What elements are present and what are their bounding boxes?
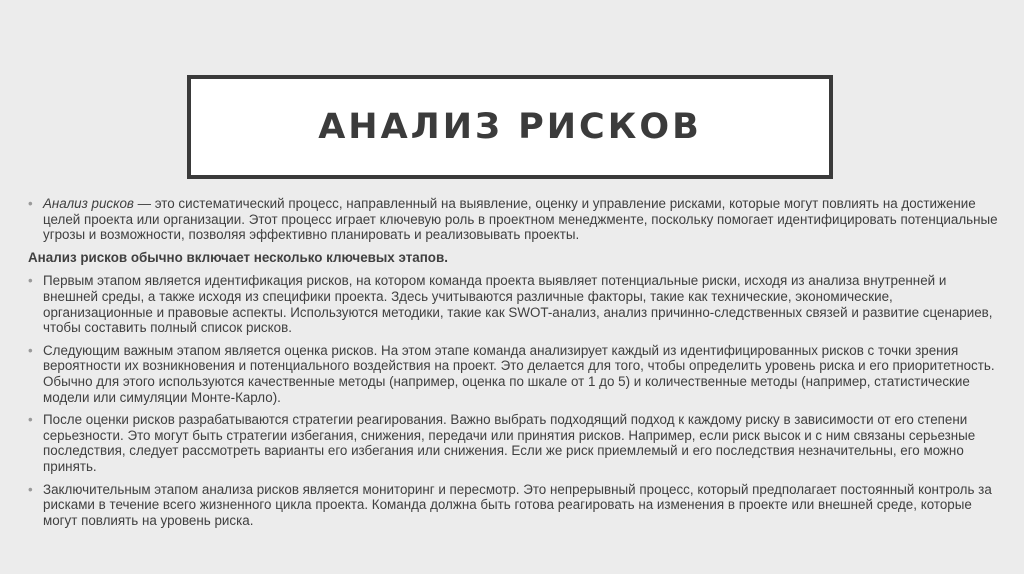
- slide-body: [28, 196, 1000, 535]
- bullet-icon: •: [28, 273, 33, 289]
- intro-term: Анализ рисков: [43, 196, 134, 211]
- slide-title: АНАЛИЗ РИСКОВ: [318, 107, 702, 147]
- stage-text: Следующим важным этапом является оценка рисков. На этом этапе команда анализирует каждый из идентифицированных рисков с точки зрения вероятности их возникновения и потенциального воздействия на проект. Это делается для того, чтобы определить уровень риска и его приоритетность. Обычно для этого используются качественные методы (например, оценка по шкале от 1 до 5) и количественные методы (например, статистические модели или симуляции Монте-Карло).: [43, 342, 995, 405]
- intro-text: — это систематический процесс, направленный на выявление, оценку и управление рисками, которые могут повлиять на достижение целей проекта или организации. Этот процесс играет ключевую роль в проектном менеджменте, поскольку помогает идентифицировать потенциальные угрозы и возможности, позволяя эффективно планировать и реализовывать проекты.: [43, 196, 998, 243]
- bullet-icon: •: [28, 196, 33, 211]
- stage-item-identification: [28, 273, 1000, 335]
- stage-item-response: [28, 412, 1000, 474]
- bullet-icon: •: [28, 481, 33, 497]
- stage-item-assessment: [28, 343, 1000, 405]
- bullet-icon: •: [28, 342, 33, 358]
- stage-text: Первым этапом является идентификация рисков, на котором команда проекта выявляет потенциальные риски, исходя из анализа внутренней и внешней среды, а также исходя из специфики проекта. Здесь учитываются различные факторы, такие как технические, экономические, организационные и правовые аспекты. Используются методики, такие как SWOT-анализ, анализ причинно-следственных связей и развитие сценариев, чтобы составить полный список рисков.: [43, 273, 993, 336]
- stage-item-monitoring: [28, 482, 1000, 529]
- stages-heading: Анализ рисков обычно включает несколько ключевых этапов.: [28, 249, 448, 265]
- stage-text: Заключительным этапом анализа рисков является мониторинг и пересмотр. Это непрерывный процесс, который предполагает постоянный контроль за рисками в течение всего жизненного цикла проекта. Команда должна быть готова реагировать на изменения в проекте или внешней среде, которые могут повлиять на уровень риска.: [43, 481, 992, 528]
- title-box: [187, 75, 833, 179]
- bullet-icon: •: [28, 412, 33, 428]
- stage-text: После оценки рисков разрабатываются стратегии реагирования. Важно выбрать подходящий подход к каждому риску в зависимости от его степени серьезности. Это могут быть стратегии избегания, снижения, передачи или принятия рисков. Например, если риск высок и с ним связаны серьезные последствия, следует рассмотреть варианты его избегания или снижения. Если же риск приемлемый и его последствия незначительны, его можно принять.: [43, 412, 976, 474]
- intro-paragraph: [28, 196, 1000, 243]
